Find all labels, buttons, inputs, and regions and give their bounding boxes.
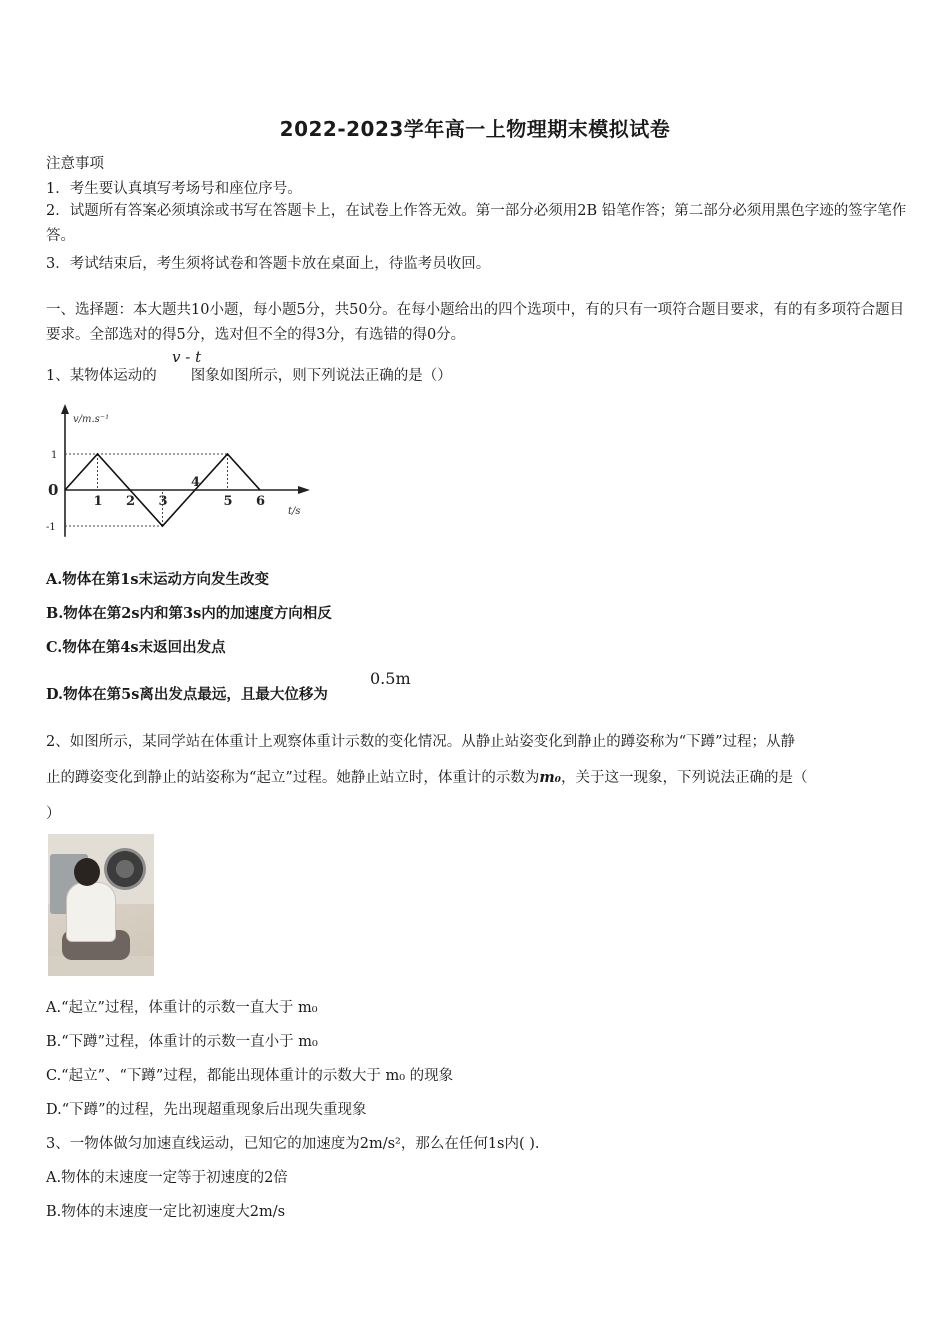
q3-option-b: B.物体的末速度一定比初速度大2m/s xyxy=(46,1204,286,1220)
q2-option-b: B.“下蹲”过程，体重计的示数一直小于 m₀ xyxy=(46,1034,318,1050)
q2-option-c: C.“起立”、“下蹲”过程，都能出现体重计的示数大于 m₀ 的现象 xyxy=(46,1068,454,1084)
page-title: 2022-2023学年高一上物理期末模拟试卷 xyxy=(279,117,671,141)
notice-item-1: 1．考生要认真填写考场号和座位序号。 xyxy=(46,181,302,197)
y-tick-label-2: -1 xyxy=(46,522,56,533)
q1-option-c: C.物体在第4s末返回出发点 xyxy=(46,639,226,656)
y-axis-label: v/m.s⁻¹ xyxy=(73,414,110,425)
x-axis-label: t/s xyxy=(288,506,301,517)
q1-option-d: D.物体在第5s离出发点最远，且最大位移为 xyxy=(46,686,328,703)
q1-option-a: A.物体在第1s末运动方向发生改变 xyxy=(46,571,270,588)
x-tick-label-3: 3 xyxy=(158,494,168,509)
x-axis-arrow xyxy=(298,486,310,494)
q3-stem: 3、一物体做匀加速直线运动，已知它的加速度为2m/s²，那么在任何1s内( ). xyxy=(46,1136,540,1152)
vt-chart xyxy=(40,402,325,552)
q2-m0: m₀ xyxy=(539,769,562,786)
q1-option-b: B.物体在第2s内和第3s内的加速度方向相反 xyxy=(46,605,332,622)
x-tick-label-4: 4 xyxy=(191,475,201,490)
q2-option-d: D.“下蹲”的过程，先出现超重现象后出现失重现象 xyxy=(46,1102,367,1118)
q1-vt-symbol: v - t xyxy=(172,348,202,366)
q2-stem-line1: 2、如图所示，某同学站在体重计上观察体重计示数的变化情况。从静止站姿变化到静止的蹲姿称为“下蹲”过程；从静 xyxy=(46,734,796,750)
section-intro: 一、选择题：本大题共10小题，每小题5分，共50分。在每小题给出的四个选项中，有的只有一项符合题目要求，有的有多项符合题目要求。全部选对的得5分，选对但不全的得3分，有选错的得0分。 xyxy=(46,302,905,343)
notice-item-3: 3．考试结束后，考生须将试卷和答题卡放在桌面上，待监考员收回。 xyxy=(46,256,491,272)
x-tick-label-1: 1 xyxy=(93,494,103,509)
y-tick-label-0: 1 xyxy=(51,450,58,461)
q2-stem-line2 xyxy=(46,766,808,787)
q2-stem-close: ） xyxy=(46,806,61,822)
x-tick-label-2: 2 xyxy=(126,494,136,509)
x-tick-label-5: 5 xyxy=(223,494,233,509)
y-tick-label-1: 0 xyxy=(48,481,59,499)
q2-stem-3: ，关于这一现象，下列说法正确的是（ xyxy=(561,770,808,786)
scale-photo xyxy=(48,834,154,976)
q3-option-a: A.物体的末速度一定等于初速度的2倍 xyxy=(46,1170,288,1186)
q2-option-a: A.“起立”过程，体重计的示数一直大于 m₀ xyxy=(46,1000,318,1016)
notice-item-2: 2．试题所有答案必须填涂或书写在答题卡上，在试卷上作答无效。第一部分必须用2B 铅笔作答；第二部分必须用黑色字迹的签字笔作答。 xyxy=(46,203,907,244)
x-tick-label-6: 6 xyxy=(256,494,266,509)
q1-option-d-value: 0.5m xyxy=(370,669,411,688)
q1-stem-b: 图象如图所示，则下列说法正确的是（） xyxy=(190,368,452,384)
notice-heading: 注意事项 xyxy=(46,156,104,172)
q2-stem-2: 止的蹲姿变化到静止的站姿称为“起立”过程。她静止站立时，体重计的示数为 xyxy=(46,770,540,786)
q1-stem xyxy=(46,364,452,385)
q1-stem-a: 1、某物体运动的 xyxy=(46,368,157,384)
y-axis-arrow xyxy=(61,404,69,414)
